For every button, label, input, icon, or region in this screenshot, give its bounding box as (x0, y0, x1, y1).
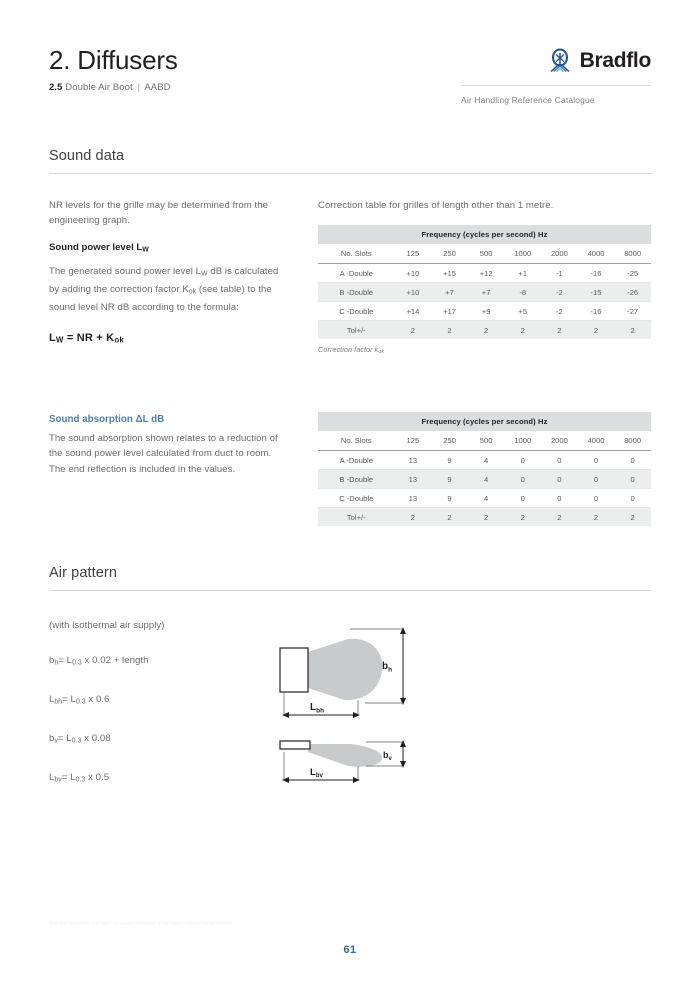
diagram-bv-label: $b_v$ (383, 750, 392, 763)
correction-freq-header: 4000 (578, 244, 615, 264)
sound-power-level-heading-sub: W (142, 246, 149, 254)
absorption-freq-header: 125 (395, 431, 432, 451)
row-label: Tol+/- (318, 508, 395, 527)
table-column-header-row (318, 431, 651, 451)
cell: 0 (578, 489, 615, 508)
correction-frequency-group-header: Frequency (cycles per second) Hz (318, 225, 651, 244)
sound-data-title: Sound data (49, 148, 651, 174)
sound-data-section-header (49, 148, 651, 174)
absorption-freq-header: 2000 (541, 431, 578, 451)
table-row (318, 302, 651, 321)
table-row (318, 470, 651, 489)
correction-freq-header: 8000 (614, 244, 651, 264)
cell: -25 (614, 264, 651, 283)
cell: 0 (614, 470, 651, 489)
cell: 2 (614, 321, 651, 340)
cell: +10 (395, 264, 432, 283)
table-column-header-row (318, 244, 651, 264)
formula-rhs: x 0.5 (85, 772, 110, 784)
absorption-freq-header: 250 (431, 431, 468, 451)
cell: +9 (468, 302, 505, 321)
correction-freq-header: 2000 (541, 244, 578, 264)
diagram-lbv-label-sub: bv (315, 773, 323, 780)
cell: 2 (541, 508, 578, 527)
cell: +17 (431, 302, 468, 321)
horizontal-air-pattern-diagram (270, 615, 450, 730)
cell: 4 (468, 451, 505, 470)
cell: 2 (431, 508, 468, 527)
brand-name: Bradflo (579, 49, 651, 72)
power-paragraph-part3: (see table) to the sound level NR dB according to the formula: (49, 284, 272, 314)
cell: 0 (614, 451, 651, 470)
cell: 9 (431, 489, 468, 508)
cell: 2 (541, 321, 578, 340)
cell: 13 (395, 470, 432, 489)
row-label: A -Double (318, 264, 395, 283)
cell: 0 (614, 489, 651, 508)
correction-factor-caption (318, 345, 651, 355)
formula-lhs-sub: bv (54, 776, 62, 784)
sound-power-paragraph (49, 264, 289, 315)
formula-lhs: L (49, 331, 56, 344)
sound-data-left-column (49, 198, 289, 344)
cell: +1 (504, 264, 541, 283)
cell: 2 (431, 321, 468, 340)
formula-lhs-sub: h (54, 659, 59, 667)
sound-absorption-paragraph: The sound absorption shown relates to a reduction of the sound power level calculated from duct to room. The end reflection is included in the values. (49, 433, 278, 475)
row-label: B -Double (318, 283, 395, 302)
sound-absorption-heading: Sound absorption ΔL dB (49, 414, 165, 425)
nr-levels-paragraph: NR levels for the grille may be determined from the engineering graph. (49, 200, 269, 227)
formula-eq: = L (62, 694, 76, 706)
cell: -26 (614, 283, 651, 302)
isothermal-note: (with isothermal air supply) (49, 620, 165, 631)
breadcrumb-name: Double Air Boot (65, 81, 133, 93)
absorption-row-label-header: No. Slots (318, 431, 395, 451)
breadcrumb-separator: | (137, 81, 141, 93)
cell: -1 (541, 264, 578, 283)
breadcrumb-number: 2.5 (49, 81, 63, 93)
caption-sub: ok (378, 349, 385, 356)
cell: 0 (578, 451, 615, 470)
brand-block (391, 48, 651, 105)
formula-lhs-sub: bh (54, 698, 63, 706)
table-row (318, 508, 651, 527)
correction-row-label-header: No. Slots (318, 244, 395, 264)
formula-bv (49, 731, 289, 749)
cell: -15 (578, 283, 615, 302)
cell: 2 (395, 508, 432, 527)
cell: -8 (504, 283, 541, 302)
footer-disclaimer: Bradflo reserves the right to make changes to product without prior notice. (49, 921, 233, 927)
correction-freq-header: 250 (431, 244, 468, 264)
absorption-freq-header: 500 (468, 431, 505, 451)
absorption-table (318, 412, 651, 526)
chapter-title-block (49, 46, 178, 93)
cell: 4 (468, 470, 505, 489)
cell: 0 (541, 470, 578, 489)
formula-bh (49, 653, 289, 671)
formula-base-sub: 0.3 (72, 659, 82, 667)
cell: 2 (614, 508, 651, 527)
sound-power-level-heading-text: Sound power level L (49, 241, 143, 253)
breadcrumb-code: AABD (144, 81, 171, 93)
row-label: A -Double (318, 451, 395, 470)
cell: 0 (541, 451, 578, 470)
bradflo-logo-icon (547, 48, 573, 74)
row-label: C -Double (318, 302, 395, 321)
diagram-bv-label-sub: v (388, 756, 392, 763)
row-label: C -Double (318, 489, 395, 508)
formula-lhs: b (49, 655, 55, 667)
cell: +10 (395, 283, 432, 302)
cell: -2 (541, 302, 578, 321)
cell: 0 (504, 489, 541, 508)
formula-base-sub: 0.3 (71, 737, 82, 745)
cell: 9 (431, 451, 468, 470)
absorption-freq-header: 4000 (578, 431, 615, 451)
air-pattern-section-header (49, 565, 651, 591)
power-paragraph-sub2: ok (188, 288, 197, 296)
cell: 0 (504, 451, 541, 470)
correction-table-block (318, 198, 651, 356)
formula-lhs: L (49, 772, 55, 784)
cell: 2 (468, 508, 505, 527)
formula-lhs: b (49, 733, 55, 745)
row-label: B -Double (318, 470, 395, 489)
formula-eq: = L (57, 733, 72, 745)
caption-text: Correction factor k (318, 345, 379, 355)
power-paragraph-part1: The generated sound power level L (49, 266, 202, 278)
absorption-table-block (318, 412, 651, 526)
formula-eq: = L (58, 655, 73, 667)
table-row (318, 489, 651, 508)
table-row (318, 283, 651, 302)
cell: 9 (431, 470, 468, 489)
formula-rhs: x 0.6 (85, 694, 110, 706)
formula-base-sub: 0.3 (75, 776, 86, 784)
correction-freq-header: 500 (468, 244, 505, 264)
page-header (49, 46, 651, 106)
correction-table (318, 225, 651, 339)
cell: +7 (431, 283, 468, 302)
formula-base-sub: 0.3 (75, 698, 86, 706)
table-row (318, 451, 651, 470)
absorption-freq-header: 8000 (614, 431, 651, 451)
correction-freq-header: 1000 (504, 244, 541, 264)
sound-power-level-heading (49, 242, 289, 254)
air-pattern-title: Air pattern (49, 565, 651, 591)
cell: -16 (578, 264, 615, 283)
formula-lbv (49, 770, 289, 788)
cell: 0 (504, 470, 541, 489)
diagram-lbv-label: $L_{bv}$ (310, 767, 323, 780)
formula-eq: = L (61, 772, 76, 784)
page-number: 61 (343, 944, 357, 956)
power-paragraph-part2: dB is calculated by adding the correction factor K (49, 266, 279, 296)
formula-lhs-sub: v (54, 737, 58, 745)
formula-mid: = NR + K (63, 331, 115, 344)
cell: +14 (395, 302, 432, 321)
formula-rhs: x 0.08 (81, 733, 111, 745)
power-paragraph-sub1: W (201, 270, 208, 278)
cell: 2 (504, 508, 541, 527)
diagram-lbh-label-sub: bh (316, 707, 325, 715)
sound-power-formula (49, 332, 289, 345)
cell: 2 (578, 508, 615, 527)
cell: 13 (395, 489, 432, 508)
table-row (318, 264, 651, 283)
cell: +15 (431, 264, 468, 283)
brand-tagline: Air Handling Reference Catalogue (461, 85, 651, 105)
cell: 2 (468, 321, 505, 340)
cell: -27 (614, 302, 651, 321)
sound-absorption-left-column (49, 414, 289, 490)
cell: 0 (541, 489, 578, 508)
vertical-air-pattern-diagram (270, 732, 450, 795)
breadcrumb (49, 82, 178, 93)
row-label: Tol+/- (318, 321, 395, 340)
cell: 0 (578, 470, 615, 489)
cell: 4 (468, 489, 505, 508)
page-title: 2. Diffusers (49, 45, 178, 75)
cell: +12 (468, 264, 505, 283)
correction-freq-header: 125 (395, 244, 432, 264)
cell: 13 (395, 451, 432, 470)
correction-table-intro: Correction table for grilles of length other than 1 metre. (318, 200, 554, 211)
formula-lbh (49, 692, 289, 710)
cell: 2 (395, 321, 432, 340)
table-row (318, 321, 651, 340)
table-group-header-row (318, 225, 651, 244)
table-group-header-row (318, 412, 651, 431)
cell: 2 (578, 321, 615, 340)
cell: -2 (541, 283, 578, 302)
cell: +5 (504, 302, 541, 321)
air-pattern-left-column (49, 618, 289, 801)
diagram-bh-label-sub: h (388, 666, 393, 674)
absorption-freq-header: 1000 (504, 431, 541, 451)
formula-lhs: L (49, 694, 55, 706)
cell: +7 (468, 283, 505, 302)
cell: 2 (504, 321, 541, 340)
diagram-lbh-label: $L_{bh}$ (310, 702, 325, 715)
absorption-frequency-group-header: Frequency (cycles per second) Hz (318, 412, 651, 431)
cell: -16 (578, 302, 615, 321)
diagram-bh-label: $b_h$ (382, 661, 393, 674)
formula-lhs-sub: W (55, 335, 64, 345)
formula-rhs: x 0.02 + length (81, 655, 149, 667)
formula-rhs-sub: ok (114, 335, 124, 345)
